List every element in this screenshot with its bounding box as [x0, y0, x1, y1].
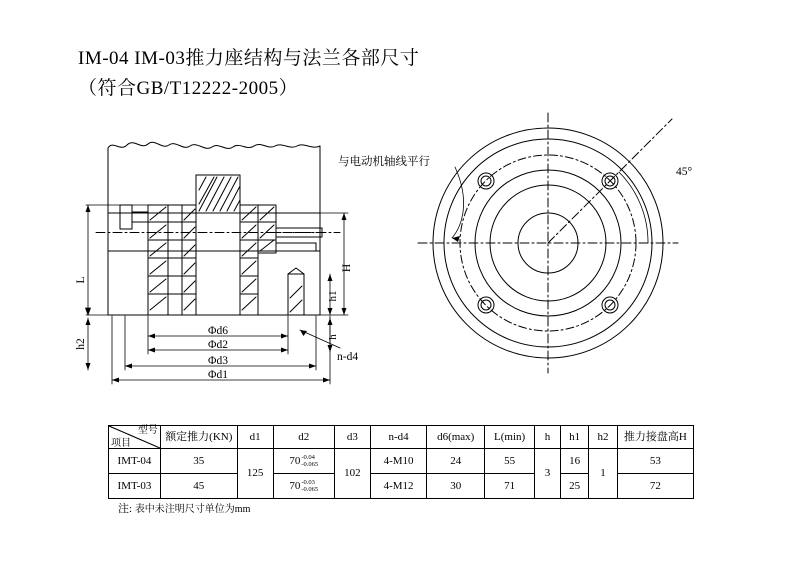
- cell-d1: 125: [237, 449, 273, 499]
- cell-n-d4-1: 4-M12: [370, 474, 427, 499]
- flange-detail-left: [148, 205, 196, 315]
- th-d6: d6(max): [427, 426, 485, 449]
- note-text: 表中未注明尺寸单位为mm: [134, 504, 251, 515]
- label-d2: Φd2: [208, 339, 228, 351]
- th-d2: d2: [273, 426, 334, 449]
- note-prefix: 注:: [118, 503, 133, 515]
- cell-thrust-1: 45: [160, 474, 237, 499]
- spec-table: [108, 425, 694, 499]
- cell-d2-1: [273, 474, 334, 499]
- label-L: L: [75, 276, 87, 284]
- cell-d2-base-0: 70: [289, 454, 301, 467]
- label-H: H: [341, 263, 353, 273]
- table-corner-cell: [109, 426, 161, 449]
- label-h1: h1: [327, 290, 339, 302]
- cell-h: 3: [535, 449, 561, 499]
- table-note: [118, 500, 250, 516]
- bolt-stems: [120, 205, 322, 251]
- title-line-1: IM-04 IM-03推力座结构与法兰各部尺寸: [78, 48, 420, 69]
- cell-L-0: 55: [485, 449, 535, 474]
- cell-h2: 1: [589, 449, 617, 499]
- th-d3: d3: [334, 426, 370, 449]
- corner-top-label: 型号: [137, 425, 158, 436]
- label-h: h: [327, 334, 339, 340]
- flange-front-view: [418, 113, 678, 373]
- table-header-row: [109, 426, 694, 449]
- key-detail: [288, 268, 304, 315]
- label-angle: 45°: [676, 166, 693, 178]
- th-h: h: [535, 426, 561, 449]
- th-h2: h2: [589, 426, 617, 449]
- cell-d3: 102: [334, 449, 370, 499]
- cell-model-0: IMT-04: [109, 449, 161, 474]
- cell-d2-upper-0: -0.04: [301, 453, 315, 461]
- cell-h1-1: 25: [560, 474, 588, 499]
- cell-d2-lower-1: -0.065: [301, 486, 319, 493]
- title-line-2: （符合GB/T12222-2005）: [78, 78, 299, 99]
- cell-d2-lower-0: -0.065: [301, 461, 319, 468]
- label-parallel-note: 与电动机轴线平行: [338, 156, 430, 168]
- th-L: L(min): [485, 426, 535, 449]
- cell-d2-base-1: 70: [289, 479, 301, 492]
- cell-H-1: 72: [617, 474, 693, 499]
- th-d1: d1: [237, 426, 273, 449]
- corner-bottom-label: 项目: [111, 437, 131, 449]
- cell-h1-0: 16: [560, 449, 588, 474]
- cell-n-d4-0: 4-M10: [370, 449, 427, 474]
- th-h1: h1: [560, 426, 588, 449]
- label-d3: Φd3: [208, 355, 228, 367]
- cell-d2-0: [273, 449, 334, 474]
- th-thrust: 额定推力(KN): [160, 426, 237, 449]
- cell-L-1: 71: [485, 474, 535, 499]
- cell-thrust-0: 35: [160, 449, 237, 474]
- th-n-d4: n-d4: [370, 426, 427, 449]
- th-H: 推力接盘高H: [617, 426, 693, 449]
- label-h2: h2: [75, 338, 87, 350]
- table-row: [109, 449, 694, 474]
- leader-parallel: [452, 167, 464, 242]
- label-n-d4: n-d4: [337, 351, 359, 363]
- cell-d2-upper-1: -0.03: [301, 478, 315, 486]
- label-d6: Φd6: [208, 325, 228, 337]
- cell-d6-0: 24: [427, 449, 485, 474]
- spec-table-wrap: [108, 425, 694, 499]
- cell-H-0: 53: [617, 449, 693, 474]
- label-d1: Φd1: [208, 369, 228, 381]
- cell-model-1: IMT-03: [109, 474, 161, 499]
- flange-detail-right: [240, 205, 276, 315]
- cell-d6-1: 30: [427, 474, 485, 499]
